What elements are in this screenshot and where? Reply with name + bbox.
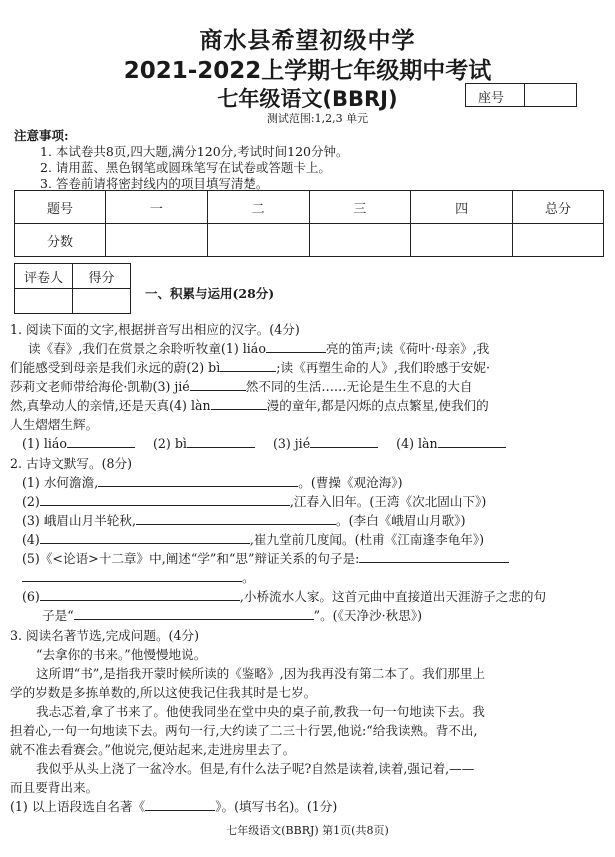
q2-line: (1) 水何澹澹, 。(曹操《观沧海》): [22, 475, 403, 490]
q2-line: (5)《<论语>十二章》中,阐述“学”和“思”辩证关系的句子是:: [22, 549, 509, 568]
question-1-title: 1. 阅读下面的文字,根据拼音写出相应的汉字。(4分): [10, 322, 300, 337]
score-header-cell: 二: [207, 191, 309, 224]
question-3-title: 3. 阅读名著节选,完成问题。(4分): [10, 628, 199, 643]
answer-blank[interactable]: [22, 568, 242, 582]
answer-blank[interactable]: [310, 434, 378, 448]
passage-line: 而且要背出来。: [10, 780, 99, 795]
q1-line: 人生熠熠生辉。: [10, 417, 99, 432]
answer-blank[interactable]: [211, 396, 267, 410]
answer-blank[interactable]: [145, 797, 215, 811]
answer-blank[interactable]: [67, 434, 135, 448]
passage-line: 学的岁数是多拣单数的,所以这使我记住我其时是七岁。: [10, 685, 317, 700]
q2-line: (6) ,小桥流水人家。这首元曲中直接道出天涯游子之悲的句: [22, 589, 547, 604]
answer-blank[interactable]: [359, 549, 509, 563]
q2-line: (2) ,江春入旧年。(王湾《次北固山下》): [22, 494, 487, 509]
score-cell[interactable]: [411, 224, 513, 257]
answer-blank[interactable]: [40, 530, 250, 544]
answer-blank[interactable]: [40, 492, 290, 506]
score-header-cell: 总分: [513, 191, 604, 224]
page-footer: 七年级语文(BBRJ) 第1页(共8页): [226, 824, 389, 837]
score-header-cell: 一: [106, 191, 208, 224]
score-label: 得分: [73, 264, 131, 289]
passage-line: 我忐忑着,拿了书来了。他使我同坐在堂中央的桌子前,教我一句一句地读下去。我: [36, 704, 485, 719]
q2-line: 子是“ ”。(《天净沙·秋思》): [42, 608, 423, 623]
note-item: 3. 答卷前请将密封线内的项目填写清楚。: [40, 176, 269, 191]
answer-blank[interactable]: [220, 358, 276, 372]
notes-title: 注意事项:: [14, 128, 69, 143]
passage-line: 担着心,一句一句地读下去。两句一行,大约读了二三十行罢,他说:“给我读熟。背不出,: [10, 723, 478, 738]
subject-title: 七年级语文(BBRJ): [217, 87, 398, 111]
section-title: 一、积累与运用(28分): [145, 286, 275, 301]
score-header-cell: 三: [309, 191, 411, 224]
exam-title: 2021-2022上学期七年级期中考试: [123, 58, 492, 84]
seat-number-box[interactable]: [465, 83, 577, 107]
score-cell[interactable]: [207, 224, 309, 257]
score-row-label: 分数: [15, 224, 106, 257]
score-cell[interactable]: [106, 224, 208, 257]
passage-line: “去拿你的书来。”他慢慢地说。: [36, 647, 207, 662]
answer-blank[interactable]: [190, 377, 246, 391]
grader-table: [14, 263, 131, 314]
note-item: 1. 本试卷共8页,四大题,满分120分,考试时间120分钟。: [40, 144, 349, 159]
grader-score-cell[interactable]: [73, 289, 131, 314]
score-cell[interactable]: [309, 224, 411, 257]
passage-line: 这所谓“书”,是指我开蒙时候所读的《鉴略》,因为我再没有第二本了。我们那里上: [36, 666, 486, 681]
test-range: 测试范围:1,2,3 单元: [266, 112, 369, 125]
answer-blank[interactable]: [74, 606, 314, 620]
reviewer-cell[interactable]: [15, 289, 73, 314]
reviewer-label: 评卷人: [15, 264, 73, 289]
q3-sub-question: (1) 以上语段选自名著《 》。(填写书名)。(1分): [10, 799, 338, 814]
answer-blank[interactable]: [187, 434, 255, 448]
q1-line: 们能感受到母亲是我们永远的蔚(2) bì ;读《再塑生命的人》,我们聆感于安妮·: [10, 360, 490, 375]
passage-line: 就不准去看赛会。”他说完,便站起来,走进房里去了。: [10, 742, 296, 757]
q1-line: 然,真挚动人的亲情,还是天真(4) làn 漫的童年,都是闪烁的点点繁星,使我们的: [10, 398, 489, 413]
question-2-title: 2. 古诗文默写。(8分): [10, 456, 133, 471]
passage-line: 我似乎从头上浇了一盆冷水。但是,有什么法子呢?自然是读着,读着,强记着,——: [36, 761, 475, 776]
answer-blank[interactable]: [438, 434, 506, 448]
q2-line: 。: [22, 568, 255, 587]
answer-blank[interactable]: [136, 511, 336, 525]
score-header-cell: 四: [411, 191, 513, 224]
note-item: 2. 请用蓝、黑色钢笔或圆珠笔写在试卷或答题卡上。: [40, 160, 331, 175]
q2-line: (4) ,崔九堂前几度闻。(杜甫《江南逢李龟年》): [22, 532, 485, 547]
q1-line: 莎莉文老师带给海伦·凯勒(3) jié 然不同的生活……无论是生生不息的大自: [10, 379, 473, 394]
q2-line: (3) 峨眉山月半轮秋, 。(李白《峨眉山月歌》): [22, 513, 466, 528]
answer-blank[interactable]: [98, 473, 298, 487]
q1-line: 读《春》,我们在赏景之余聆听牧童(1) liáo 亮的笛声;读《荷叶·母亲》,我: [28, 341, 490, 356]
score-header-cell: 题号: [15, 191, 106, 224]
answer-blank[interactable]: [266, 339, 326, 353]
seat-label: 座号: [466, 84, 525, 106]
score-table: [14, 190, 604, 257]
school-name: 商水县希望初级中学: [199, 28, 416, 54]
q1-answers: (1) liáo (2) bì (3) jié (4) làn: [22, 434, 506, 453]
score-cell[interactable]: [513, 224, 604, 257]
answer-blank[interactable]: [40, 587, 240, 601]
